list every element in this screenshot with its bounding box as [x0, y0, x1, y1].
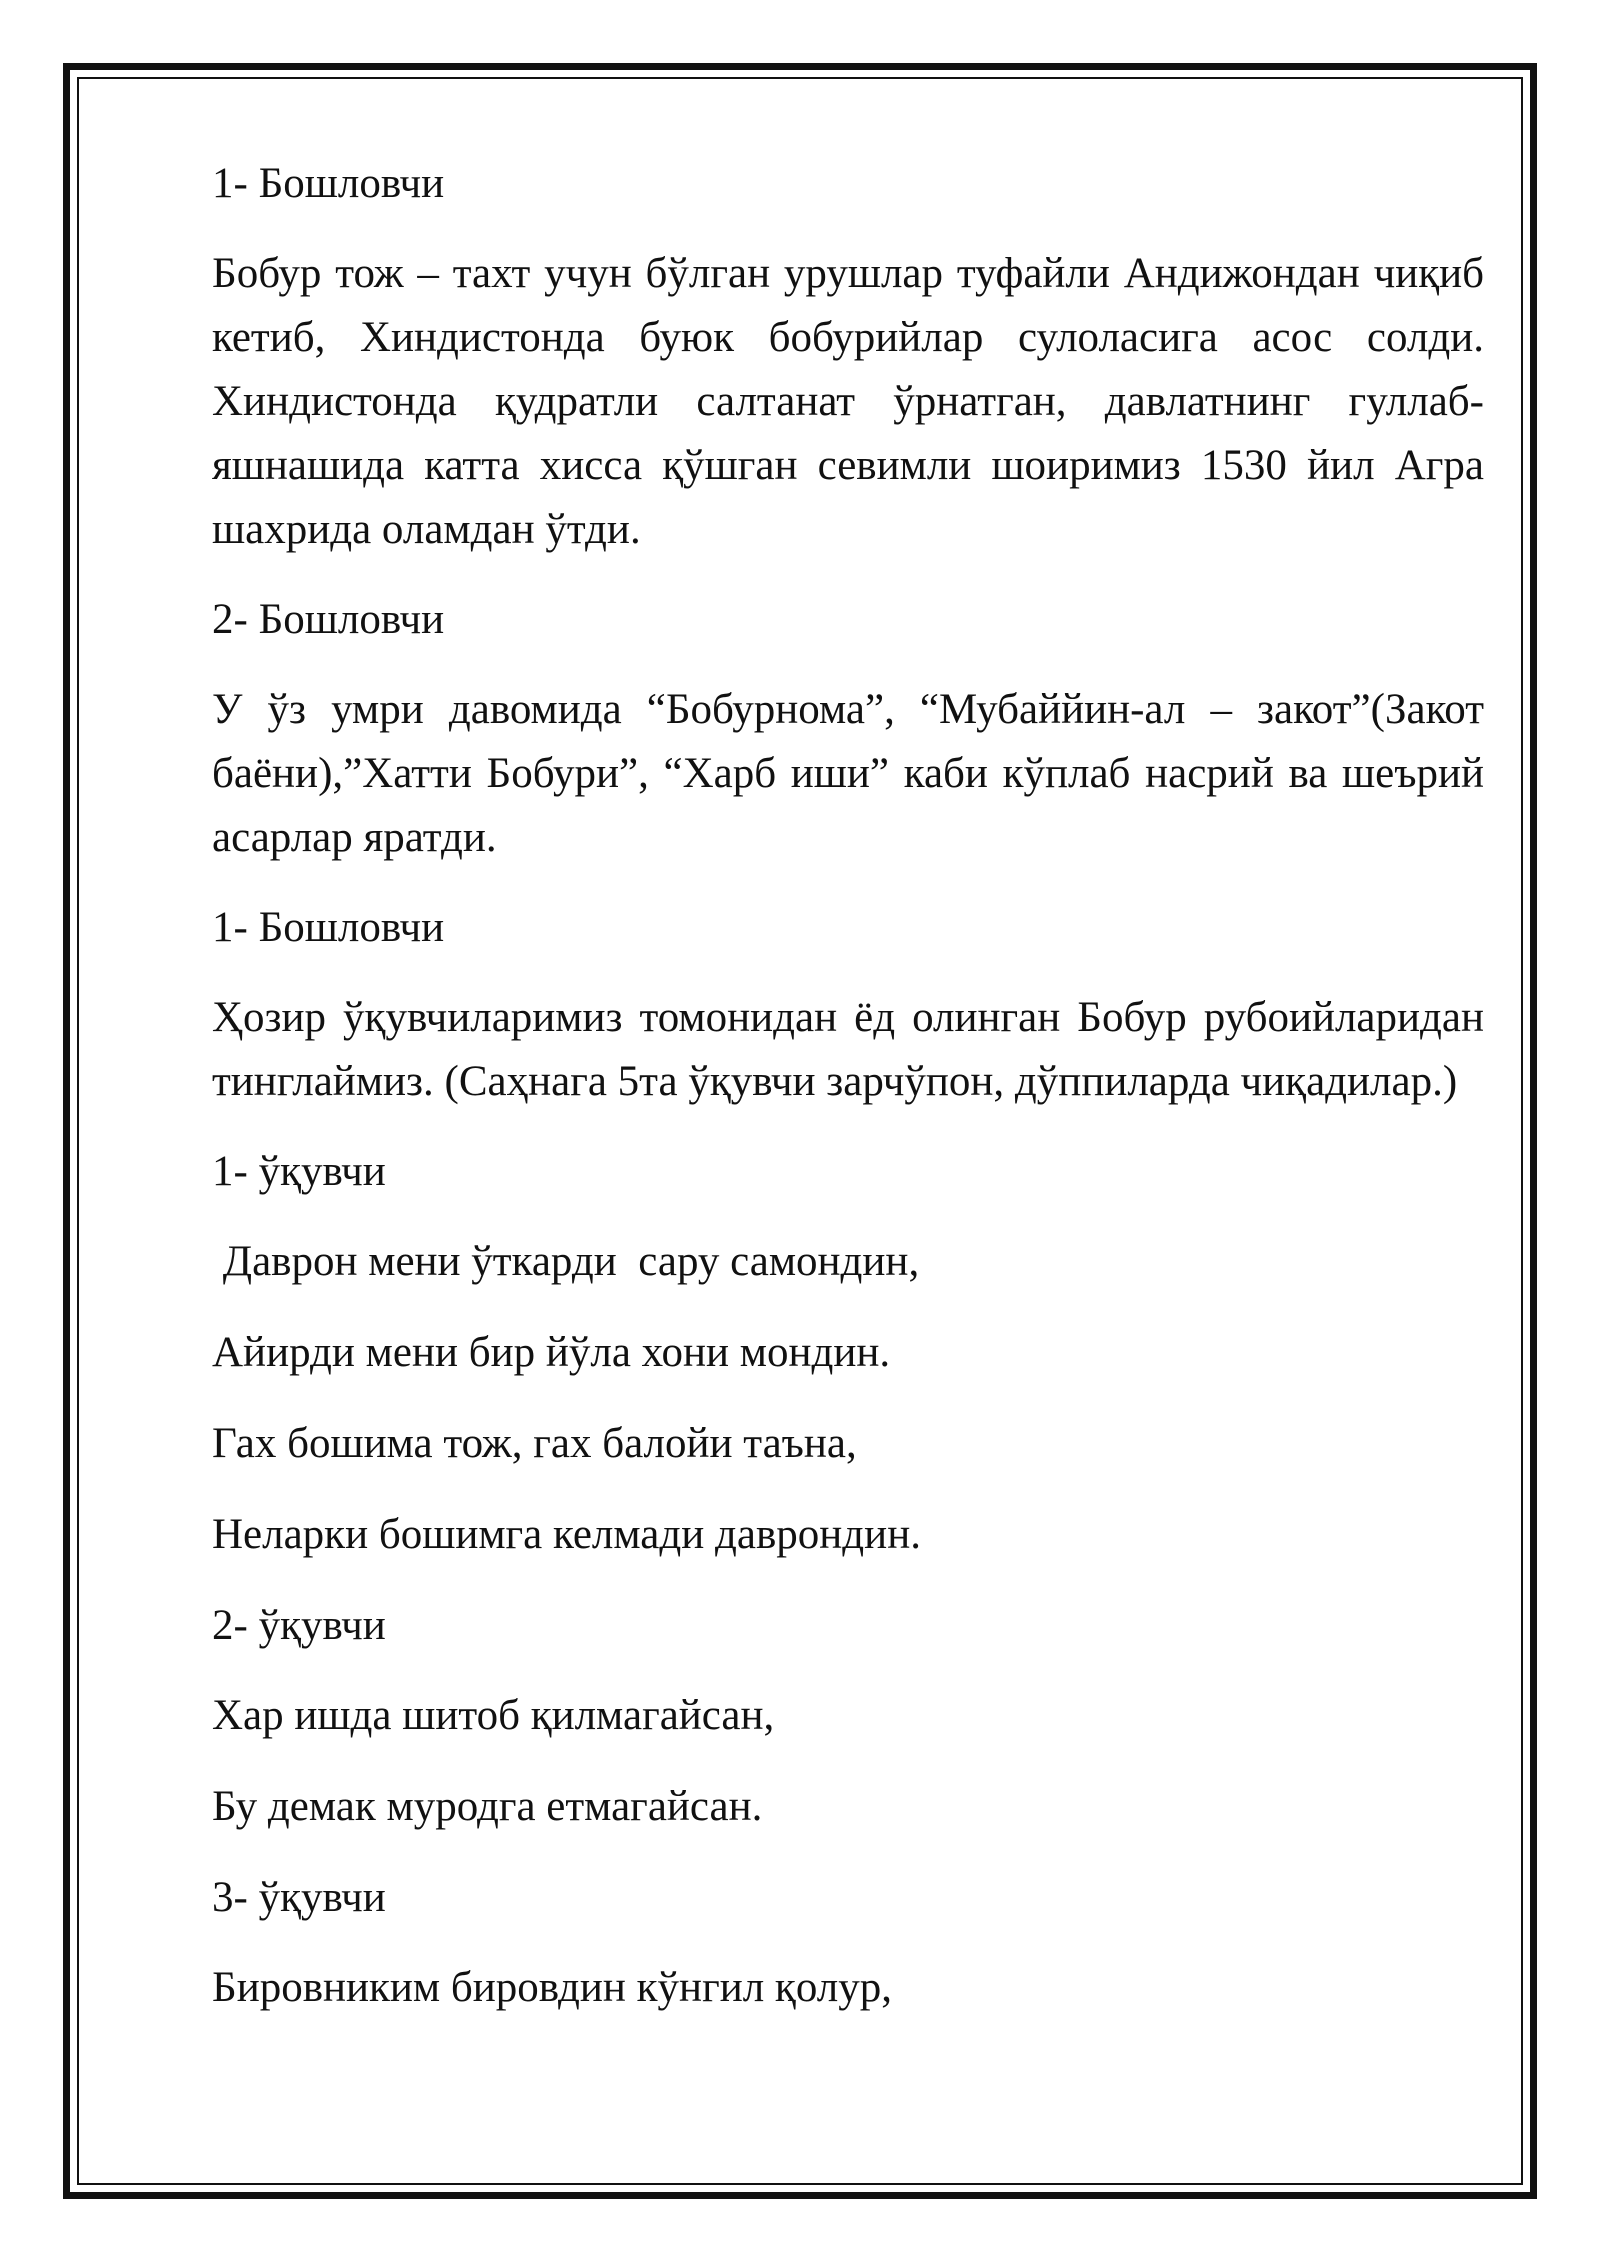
- verse-line: Гах бошима тож, гах балойи таъна,: [212, 1420, 857, 1467]
- verse-line: Бировниким бировдин кўнгил қолур,: [212, 1964, 892, 2011]
- document-body: [212, 152, 1484, 2047]
- verse-line: Неларки бошимга келмади даврондин.: [212, 1511, 921, 1558]
- speaker-heading: 1- Бошловчи: [212, 904, 445, 951]
- speaker-heading: 1- ўқувчи: [212, 1148, 386, 1195]
- paragraph: Бобур тож – тахт учун бўлган урушлар туфайли Андижондан чиқиб кетиб, Хиндистонда буюк бобурийлар сулоласига асос солди. Хиндистонда қудратли салтанат ўрнатган, давлатнинг гуллаб- яшнашида катта хисса қўшган севимли шоиримиз 1530 йил Агра шахрида оламдан ўтди.: [212, 250, 1484, 553]
- speaker-heading: 1- Бошловчи: [212, 160, 445, 207]
- speaker-heading: 2- Бошловчи: [212, 596, 445, 643]
- verse-line: Даврон мени ўткарди сару самондин,: [212, 1238, 920, 1285]
- verse-line: Хар ишда шитоб қилмагайсан,: [212, 1692, 775, 1739]
- speaker-heading: 3- ўқувчи: [212, 1874, 386, 1921]
- verse-line: Айирди мени бир йўла хони мондин.: [212, 1329, 891, 1376]
- paragraph: Ҳозир ўқувчиларимиз томонидан ёд олинган Бобур рубоийларидан тинглаймиз. (Саҳнага 5та ўқувчи зарчўпон, дўппиларда чиқадилар.): [212, 994, 1484, 1105]
- verse-line: Бу демак муродга етмагайсан.: [212, 1783, 763, 1830]
- speaker-heading: 2- ўқувчи: [212, 1602, 386, 1649]
- paragraph: У ўз умри давомида “Бобурнома”, “Мубаййин-ал – закот”(Закот баёни),”Хатти Бобури”, “Харб иши” каби кўплаб насрий ва шеърий асарлар яратди.: [212, 686, 1484, 861]
